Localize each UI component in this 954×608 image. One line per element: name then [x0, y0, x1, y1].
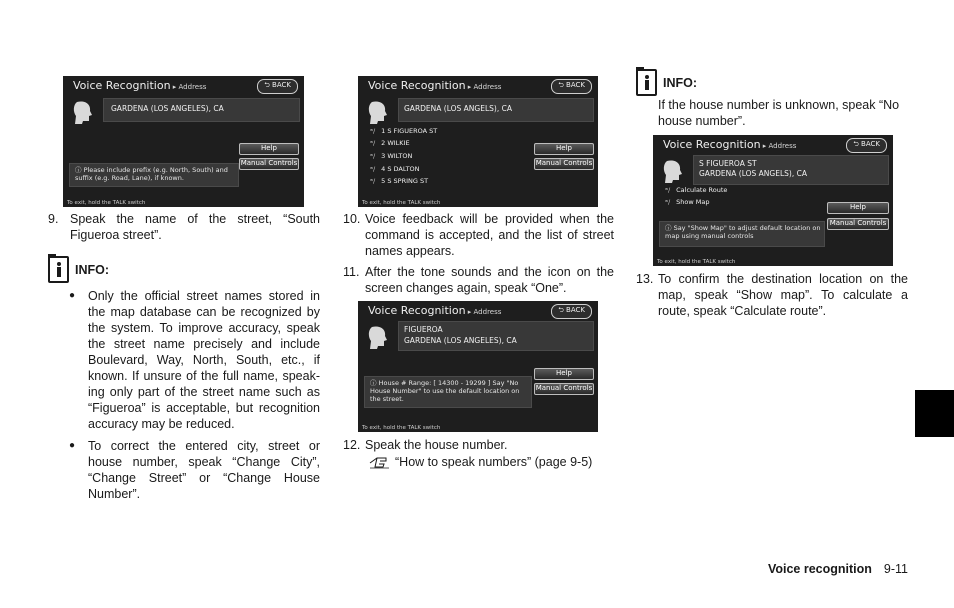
screenshot-confirm-location [653, 135, 893, 266]
reference-text: “How to speak numbers” (page 9-5) [395, 455, 593, 469]
info-icon [636, 69, 657, 96]
step-number: 9. [48, 212, 59, 226]
info-bullet [48, 438, 320, 502]
info-label: INFO: [663, 75, 698, 90]
step-number: 11. [343, 265, 360, 279]
bullet-dot-icon: ● [69, 440, 76, 451]
screenshot-street-list [358, 76, 598, 207]
manual-controls-button: Manual Controls [239, 158, 299, 170]
manual-controls-button: Manual Controls [534, 383, 594, 395]
help-button: Help [239, 143, 299, 155]
city-text: GARDENA (LOS ANGELS), CA [699, 169, 807, 178]
bullet-text: Only the official street names stored in the map database can be recognized by the system. To improve accuracy, speak the street name precisely and include Boulevard, Way, North, South, etc., if known. If unsure of the full name, speak- ing only part of the street name such as “Figueroa” is acceptable, but recognition accuracy may be reduced. [88, 289, 320, 431]
step-number: 13. [636, 272, 654, 286]
list-item: ʷ/ 4 S DALTON [370, 165, 420, 173]
city-text: GARDENA (LOS ANGELS), CA [404, 104, 512, 113]
left-column [48, 211, 320, 243]
screen-footer: To exit, hold the TALK switch [657, 259, 736, 265]
back-button: ⮌ BACK [846, 138, 887, 153]
voice-head-icon [368, 100, 390, 124]
voice-head-icon [73, 100, 95, 124]
info-bullet [48, 288, 320, 432]
section-title: Voice recognition [767, 562, 872, 576]
help-button: Help [534, 368, 594, 380]
info-heading [48, 256, 320, 283]
city-text: GARDENA (LOS ANGELES), CA [111, 104, 224, 113]
back-button: ⮌ BACK [257, 79, 298, 94]
voice-head-icon [368, 325, 390, 349]
step-13 [636, 271, 908, 319]
screenshot-house-number [358, 301, 598, 432]
page-reference [343, 454, 614, 470]
step-10 [343, 211, 614, 259]
step-text: Voice feedback will be provided when the command is accepted, and the list of street names appears. [365, 212, 614, 258]
middle-column [343, 211, 614, 296]
step-number: 12. [343, 438, 361, 452]
page-footer [768, 562, 908, 576]
page-number: 9-11 [883, 562, 908, 576]
list-item: ʷ/ Show Map [665, 198, 710, 206]
street-text: S FIGUEROA ST [699, 159, 757, 168]
info-label: INFO: [75, 262, 110, 277]
chapter-tab [915, 390, 954, 437]
help-button: Help [827, 202, 889, 214]
back-button: ⮌ BACK [551, 79, 592, 94]
list-item: ʷ/ 5 S SPRING ST [370, 177, 429, 185]
step-text: Speak the name of the street, “South Figueroa street”. [70, 212, 320, 242]
right-info-block [636, 69, 908, 129]
info-icon [48, 256, 69, 283]
reference-hand-icon [369, 455, 391, 469]
screen-title: Voice Recognition ▸ Address [73, 79, 207, 92]
voice-head-icon [663, 159, 685, 183]
bullet-text: To correct the entered city, street or house number, speak “Change City”, “Change Street” or “Change House Number”. [88, 439, 320, 501]
middle-lower [343, 437, 614, 470]
step-text: After the tone sounds and the icon on the screen changes again, speak “One”. [365, 265, 614, 295]
step-number: 10. [343, 212, 361, 226]
info-text: ⓘ House # Range: [ 14300 - 19299 ] Say "No House Number" to use the default location on the street. [370, 379, 520, 403]
step-text: To confirm the destination location on the map, speak “Show map”. To calculate a route, speak “Calculate route”. [658, 272, 908, 318]
back-button: ⮌ BACK [551, 304, 592, 319]
left-info-block [48, 256, 320, 502]
step-9 [48, 211, 320, 243]
step-11 [343, 264, 614, 296]
city-text: GARDENA (LOS ANGELES), CA [404, 336, 517, 345]
list-item: ʷ/ 2 WILKIE [370, 139, 410, 147]
screen-footer: To exit, hold the TALK switch [67, 200, 146, 206]
manual-controls-button: Manual Controls [534, 158, 594, 170]
step-12 [343, 437, 614, 453]
screen-title: Voice Recognition ▸ Address [368, 304, 502, 317]
info-text: If the house number is unknown, speak “No house number”. [658, 98, 900, 128]
info-text: ⓘ Please include prefix (e.g. North, South) and suffix (e.g. Road, Lane), if known. [75, 166, 228, 182]
bullet-dot-icon: ● [69, 290, 76, 301]
list-item: ʷ/ 3 WILTON [370, 152, 413, 160]
list-item: ʷ/ Calculate Route [665, 186, 728, 194]
screen-footer: To exit, hold the TALK switch [362, 200, 441, 206]
list-item: ʷ/ 1 S FIGUEROA ST [370, 127, 438, 135]
screen-title: Voice Recognition ▸ Address [663, 138, 797, 151]
screen-footer: To exit, hold the TALK switch [362, 425, 441, 431]
step-text: Speak the house number. [365, 438, 508, 452]
screen-title: Voice Recognition ▸ Address [368, 79, 502, 92]
street-text: FIGUEROA [404, 325, 443, 334]
help-button: Help [534, 143, 594, 155]
info-heading [636, 69, 908, 96]
manual-controls-button: Manual Controls [827, 218, 889, 230]
screenshot-address-city [63, 76, 304, 207]
right-lower [636, 271, 908, 319]
info-text: ⓘ Say "Show Map" to adjust default location on map using manual controls [665, 224, 821, 240]
